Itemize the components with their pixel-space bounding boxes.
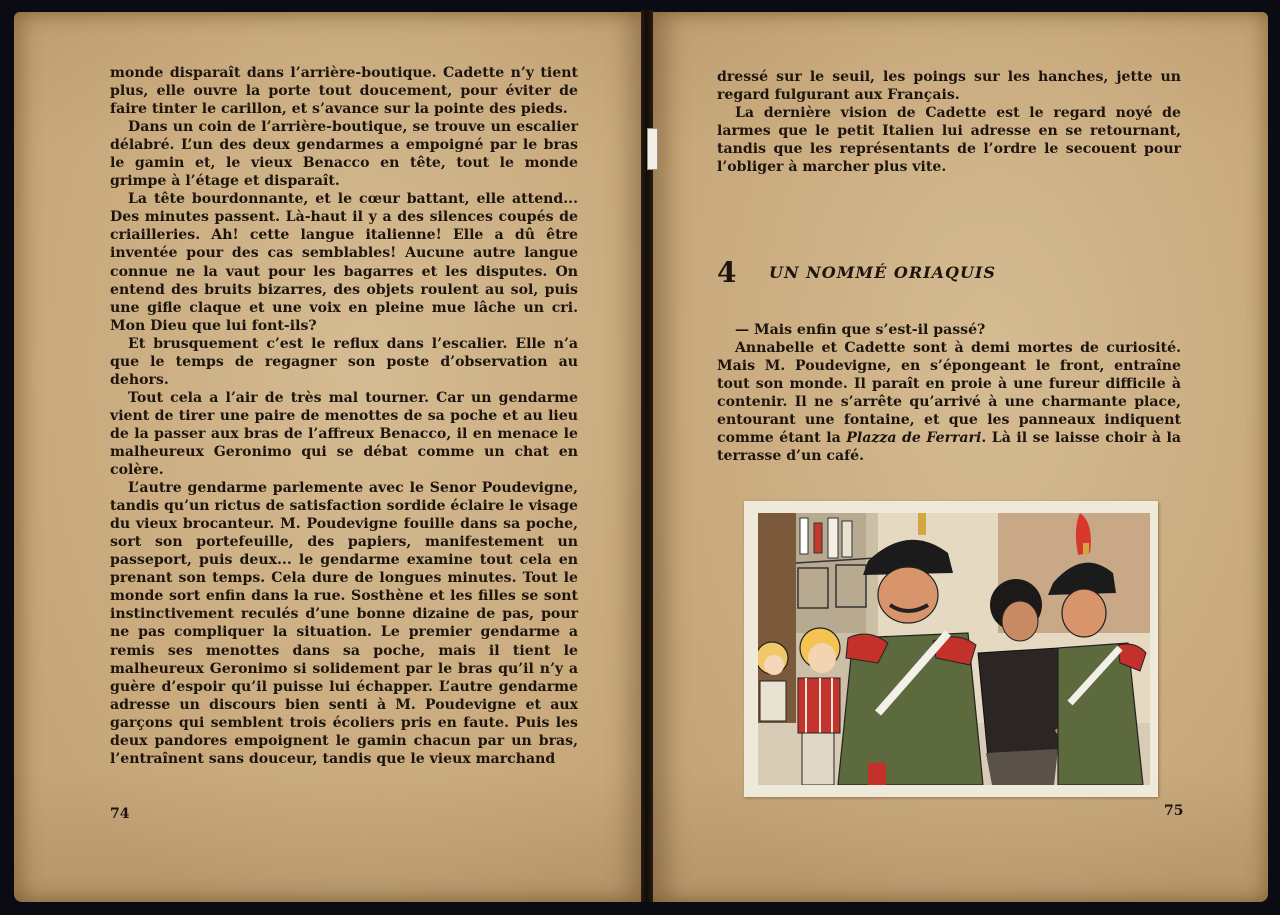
page-number-left: 74 [110,806,130,822]
paragraph: L’autre gendarme parlemente avec le Senor Poudevigne, tandis qu’un rictus de satisfaction sordide éclaire le visage du vieux brocanteur. M. Poudevigne fouille dans sa poche, sort son portefeuille, des papiers, manifestement un passeport, puis deux... le gendarme examine tout cela en prenant son temps. Cela dure de longues minutes. Tout le monde sort enfin dans la rue. Sosthène et les filles se sont instinctivement reculés d’une bonne dizaine de pas, pour ne pas compliquer la situation. Le premier gendarme a remis ses menottes dans sa poche, mais il tient le malheureux Geronimo si solidement par le bras qu’il n’y a guère d’espoir qu’il puisse lui échapper. L’autre gendarme adresse un discours bien senti à M. Poudevigne et aux garçons qui semblent trois écoliers pris en faute. Puis les deux pandores empoignent le gamin chacun par un bras, l’entraînent sans douceur, tandis que le vieux marchand [110,480,578,767]
paragraph: La tête bourdonnante, et le cœur battant, elle attend... Des minutes passent. Là-haut il y a des silences coupés de criailleries. Ah! cette langue italienne! Elle a dû être inventée pour des cas semblables! Aucune autre langue connue ne la vaut pour les bagarres et les disputes. On entend des bruits bizarres, des objets roulent au sol, puis une gifle claque et une voix en pleine mue lâche un cri. Mon Dieu que lui font-ils? [110,191,578,334]
paragraph: — Mais enfin que s’est-il passé? [735,322,986,338]
paragraph: La dernière vision de Cadette est le regard noyé de larmes que le petit Italien lui adresse en se retournant, tandis que les représentants de l’ordre le secouent pour l’obliger à marcher plus vite. [717,105,1181,176]
chapter-title: UN NOMMÉ ORIAQUIS [769,263,996,282]
illustration [744,501,1158,797]
illustration-drawing [758,513,1150,785]
right-page-text [717,68,1181,176]
page-number-right: 75 [1164,803,1184,819]
chapter-number: 4 [717,256,737,289]
place-name: Plazza de Ferrari [846,430,982,447]
paper-tab [647,128,658,170]
paragraph: Tout cela a l’air de très mal tourner. Car un gendarme vient de tirer une paire de menottes de sa poche et au lieu de la passer aux bras de l’affreux Benacco, il en menace le malheureux Geronimo qui se débat comme un chat en colère. [110,389,578,479]
paragraph: Et brusquement c’est le reflux dans l’escalier. Elle n’a que le temps de regagner son poste d’observation au dehors. [110,335,578,388]
paragraph [717,339,1181,465]
paragraph-text-end: . Là il se laisse choir à la terrasse d’un café. [717,430,1181,465]
paragraph-text: Annabelle et Cadette sont à demi mortes de curiosité. Mais M. Poudevigne, en s’épongeant le front, entraîne tout son monde. Il paraît en proie à une fureur difficile à contenir. Il ne s’arrête qu’arrivé à une charmante place, entourant une fontaine, et que les panneaux indiquent comme étant la [717,340,1181,447]
chapter-heading [717,256,996,289]
paragraph: dressé sur le seuil, les poings sur les hanches, jette un regard fulgurant aux Français. [717,69,1181,104]
paragraph: monde disparaît dans l’arrière-boutique. Cadette n’y tient plus, elle ouvre la porte tout doucement, pour éviter de faire tinter le carillon, et s’avance sur la pointe des pieds. [110,65,578,118]
left-page-text [110,64,578,768]
paragraph: Dans un coin de l’arrière-boutique, se trouve un escalier délabré. L’un des deux gendarmes a empoigné par le bras le gamin et, le vieux Benacco en tête, tout le monde grimpe à l’étage et disparaît. [110,119,578,190]
chapter-text [717,321,1181,465]
